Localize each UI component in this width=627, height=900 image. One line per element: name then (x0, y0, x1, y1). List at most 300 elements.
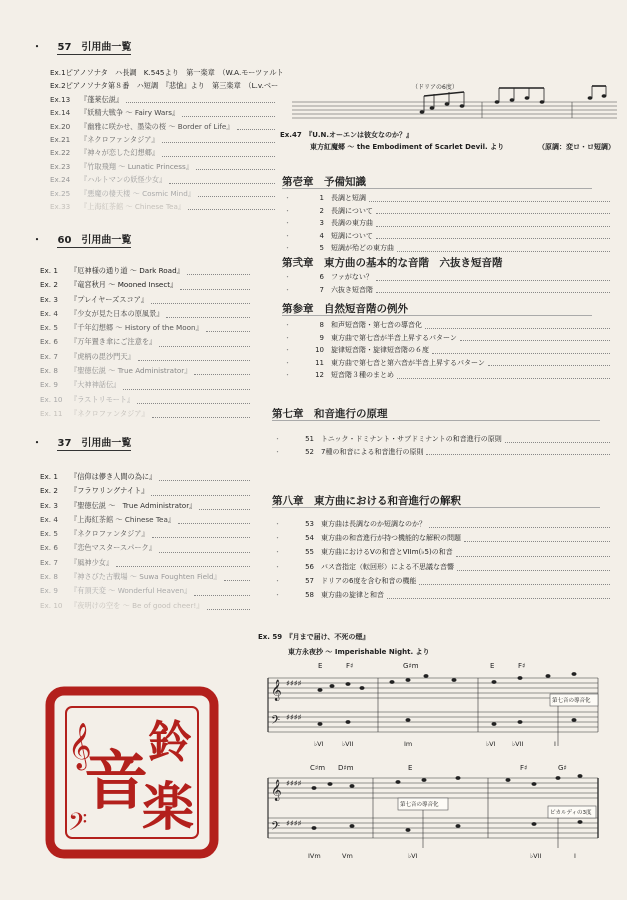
dot-leader (457, 560, 610, 571)
chapter-underline (282, 315, 592, 316)
chapter-1-title (282, 174, 366, 189)
bullet: ・ (274, 562, 281, 571)
toc-entry (284, 344, 610, 357)
example-number: Ex.2 (50, 81, 66, 91)
song-title: 『夜明けの空を ～ Be of good cheer!』 (70, 600, 204, 610)
dot-leader (464, 531, 610, 542)
bullet: ・ (284, 333, 291, 342)
ex59-score (258, 660, 610, 870)
dot-leader (397, 369, 610, 379)
song-list-item (40, 321, 250, 335)
bullet: ・ (284, 371, 291, 380)
example-number: Ex. 9 (40, 586, 58, 596)
section-number: 57 (305, 576, 314, 585)
section-60-heading (32, 231, 131, 246)
example-number: Ex. 3 (40, 294, 58, 304)
bullet: ・ (32, 42, 42, 53)
ex47-label: Ex.47 『U.N.オーエンは彼女なのか？』 (280, 131, 414, 139)
song-title: 『ハルトマンの妖怪少女』 (80, 175, 167, 185)
section-title: 37 引用曲一覧 (57, 438, 132, 449)
section-title: 短調について (331, 231, 373, 240)
toc-entry (284, 271, 610, 284)
dot-leader (199, 499, 250, 510)
svg-text:♯♯♯♯: ♯♯♯♯ (286, 819, 302, 828)
chord-symbol: F♯ (518, 662, 526, 670)
chapter-8-title (272, 493, 461, 508)
section-number: 8 (319, 321, 324, 329)
song-title: 『妖精大戦争 ～ Fairy Wars』 (80, 108, 180, 118)
dot-leader (159, 470, 250, 481)
dot-leader (376, 284, 610, 294)
dot-leader (180, 278, 250, 289)
dot-leader (116, 556, 250, 567)
roman-numeral: I (574, 852, 576, 860)
toc-entry (274, 560, 610, 574)
roman-numeral: Vm (342, 852, 353, 860)
section-number: 5 (319, 244, 324, 253)
bullet: ・ (274, 548, 281, 557)
dot-leader (188, 200, 275, 210)
section-number: 56 (305, 562, 314, 571)
section-title: バス音指定（転回形）による不思議な音響 (321, 562, 454, 571)
section-number: 51 (305, 435, 314, 443)
dot-leader (237, 120, 275, 130)
song-list-item (50, 200, 275, 213)
bullet: ・ (284, 194, 291, 202)
song-title: 『風神少女』 (70, 557, 114, 567)
ex47-credit: （原調：変ロ・ロ短調） (538, 143, 615, 151)
dot-leader (169, 173, 275, 183)
example-number: Ex.1 (50, 68, 66, 77)
section-number: 9 (319, 333, 324, 342)
chord-symbol: G♯ (558, 764, 567, 772)
song-title: 『千年幻想郷 ～ History of the Moon』 (70, 323, 203, 333)
bullet: ・ (32, 235, 42, 246)
song-list-item (40, 364, 250, 378)
section-number: 53 (305, 520, 314, 528)
bullet: ・ (284, 346, 291, 355)
toc-entry (284, 205, 610, 218)
bullet: ・ (284, 285, 291, 294)
section-title: 7種の和音による和音進行の原則 (321, 447, 424, 456)
bullet: ・ (274, 520, 281, 528)
bullet: ・ (274, 435, 281, 443)
section-title: 東方曲の和音進行が持つ機能的な解釈の問題 (321, 534, 461, 543)
annotation-leading-tone-1: 第七音の導音化 (552, 698, 591, 704)
svg-text:𝄢: 𝄢 (271, 714, 281, 730)
song-title: 『ラストリモート』 (70, 394, 135, 404)
ex47-source: 東方紅魔郷 ～ the Embodiment of Scarlet Devil. より (310, 143, 505, 151)
roman-numeral: ♭VI (486, 740, 496, 748)
toc-entry (274, 588, 610, 602)
dot-leader (126, 93, 275, 103)
example-number: Ex. 7 (40, 351, 58, 361)
bullet: ・ (32, 438, 42, 449)
dot-leader (426, 446, 610, 456)
section-number: 55 (305, 548, 314, 557)
bullet: ・ (284, 273, 291, 281)
dot-leader (194, 584, 250, 595)
dot-leader (376, 205, 610, 215)
section-title: 和声短音階・第七音の導音化 (331, 321, 422, 329)
toc-entry (284, 192, 610, 205)
chapter-7-title (272, 406, 388, 421)
song-list-item (40, 350, 250, 364)
annotation-leading-tone-2: 第七音の導音化 (400, 802, 439, 808)
roman-numeral: ♭VI (408, 852, 418, 860)
section-title: 東方曲は長調なのか短調なのか？ (321, 520, 426, 528)
song-title: 『恋色マスタースパーク』 (70, 543, 156, 553)
chord-symbol: G♯m (403, 662, 419, 670)
example-number: Ex.22 (50, 148, 71, 158)
toc-entry (284, 332, 610, 345)
dot-leader (206, 321, 250, 332)
toc-entry (274, 517, 610, 531)
song-title: 『プレイヤーズスコア』 (70, 294, 149, 304)
song-title: ピアノソナタ ハ長調 K.545より 第一楽章 （W.A.モーツァルト (65, 68, 284, 77)
toc-entry (284, 242, 610, 255)
quoted-songs-list-37 (40, 470, 250, 613)
dot-leader (456, 545, 610, 556)
song-list-item (40, 527, 250, 541)
song-list-item (50, 106, 275, 119)
song-title: 『万年置き傘にご注意を』 (70, 337, 157, 347)
song-title: 『少女が見た日本の原風景』 (70, 308, 164, 318)
section-number: 1 (319, 194, 324, 202)
song-title: 『上海紅茶館 ～ Chinese Tea』 (80, 202, 186, 212)
dot-leader (162, 133, 275, 143)
bullet: ・ (284, 321, 291, 329)
dot-leader (137, 393, 250, 404)
dot-leader (196, 160, 275, 170)
song-list-item (50, 120, 275, 133)
song-title: 『神々が恋した幻想郷』 (80, 148, 160, 158)
example-number: Ex.24 (50, 175, 71, 185)
bullet: ・ (274, 591, 281, 600)
example-number: Ex. 6 (40, 543, 58, 553)
svg-text:♯♯♯♯: ♯♯♯♯ (286, 713, 302, 722)
example-number: Ex. 8 (40, 366, 58, 376)
roman-numeral: ♭VII (342, 740, 354, 748)
roman-numeral: ♭VII (530, 852, 542, 860)
song-list-item (50, 173, 275, 186)
chapter-underline (282, 188, 592, 189)
dot-leader (376, 217, 610, 227)
example-number: Ex. 5 (40, 323, 58, 333)
song-title: 『ネクロファンタジア』 (70, 529, 149, 539)
section-title: 長調の東方曲 (331, 219, 373, 228)
bullet: ・ (284, 358, 291, 367)
example-number: Ex. 3 (40, 500, 58, 510)
song-title: 『信仰は儚き人間の為に』 (70, 472, 157, 481)
song-list-item (40, 513, 250, 527)
section-number: 6 (319, 273, 324, 281)
section-number: 12 (315, 371, 324, 380)
dot-leader (178, 513, 250, 524)
section-title: トニック・ドミナント・サブドミナントの和音進行の原則 (321, 435, 502, 443)
song-list-item (40, 307, 250, 321)
song-title: 『フラワリングナイト』 (70, 486, 149, 496)
quoted-songs-list-57 (50, 66, 284, 213)
chapter-3-toc (284, 319, 610, 382)
example-number: Ex. 1 (40, 472, 58, 481)
song-list-item (50, 66, 284, 79)
svg-text:♯♯♯♯: ♯♯♯♯ (286, 779, 302, 788)
quoted-songs-list-60 (40, 264, 250, 421)
svg-text:音: 音 (84, 744, 148, 819)
song-list-item (40, 335, 250, 349)
song-list-item (40, 278, 250, 292)
song-list-item (40, 378, 250, 392)
seal-logo (44, 685, 220, 860)
dot-leader (123, 378, 250, 389)
chapter-title-text: 第壱章 予備知識 (282, 176, 366, 188)
roman-numeral: I (554, 740, 556, 748)
toc-entry (284, 284, 610, 297)
section-title: 旋律短音階・旋律短音階の６度 (331, 346, 429, 355)
dot-leader (224, 570, 250, 581)
bullet: ・ (274, 447, 281, 456)
example-number: Ex. 4 (40, 308, 58, 318)
song-list-item (40, 393, 250, 407)
svg-text:𝄢: 𝄢 (271, 820, 281, 836)
section-title: 57 引用曲一覧 (57, 42, 132, 53)
song-list-item (40, 293, 250, 307)
ex47-score (272, 84, 617, 130)
chapter-2-title (282, 255, 503, 270)
section-title: ファがない？ (331, 273, 373, 281)
chord-symbol: E (318, 662, 323, 670)
section-number: 7 (319, 285, 324, 294)
section-number: 2 (319, 206, 324, 215)
section-title: 短調が殆どの東方曲 (331, 244, 394, 253)
toc-entry (274, 574, 610, 588)
bullet: ・ (274, 534, 281, 543)
svg-text:𝄞: 𝄞 (271, 780, 282, 801)
example-number: Ex.25 (50, 188, 71, 198)
svg-text:𝄢: 𝄢 (68, 808, 88, 843)
example-number: Ex. 2 (40, 280, 58, 290)
song-list-item (50, 93, 275, 106)
example-number: Ex. 8 (40, 572, 58, 582)
example-number: Ex. 2 (40, 486, 58, 496)
section-title: 東方曲で第七音と第六音が半音上昇するパターン (331, 358, 485, 367)
song-title: 『厄神様の通り道 ～ Dark Road』 (70, 266, 184, 275)
dorian-annotation: （ドリアの6度） (412, 84, 458, 91)
dot-leader (207, 599, 251, 610)
svg-text:楽: 楽 (142, 777, 195, 838)
song-list-item (40, 541, 250, 555)
svg-text:𝄞: 𝄞 (271, 680, 282, 701)
dot-leader (460, 332, 610, 342)
song-list-item (50, 187, 275, 200)
chapter-title-text: 第八章 東方曲における和音進行の解釈 (272, 495, 461, 507)
toc-entry (274, 433, 610, 446)
song-title: 『神さびた古戦場 ～ Suwa Foughten Field』 (70, 572, 221, 582)
song-title: 『大神神話伝』 (70, 380, 121, 390)
chapter-title-text: 第参章 自然短音階の例外 (282, 303, 408, 315)
dot-leader (138, 350, 250, 361)
example-number: Ex. 10 (40, 600, 63, 610)
song-list-item (40, 470, 250, 484)
ex59-source: 東方永夜抄 ～ Imperishable Night. より (288, 648, 430, 656)
toc-entry (274, 531, 610, 545)
chord-symbol: E (408, 764, 413, 772)
song-list-item (50, 133, 275, 146)
toc-entry (284, 369, 610, 382)
chapter-8-toc (274, 517, 610, 602)
dot-leader (505, 433, 610, 443)
dot-leader (187, 264, 250, 275)
song-title: 『ネクロファンタジア』 (80, 135, 159, 145)
toc-entry (274, 446, 610, 459)
chapter-7-toc (274, 433, 610, 458)
dot-leader (152, 407, 250, 418)
example-number: Ex. 11 (40, 408, 63, 418)
section-number: 58 (305, 591, 314, 600)
dot-leader (419, 574, 610, 585)
song-list-item (40, 584, 250, 598)
section-number: 4 (319, 231, 324, 240)
dot-leader (488, 357, 610, 367)
toc-entry (274, 545, 610, 559)
seal-graphic (44, 685, 220, 860)
bullet: ・ (284, 244, 291, 253)
song-list-item (40, 556, 250, 570)
song-title: 『幽雅に咲かせ、墨染の桜 ～ Border of Life』 (80, 121, 234, 131)
dot-leader (151, 293, 250, 304)
example-number: Ex. 7 (40, 557, 58, 567)
chord-symbol: F♯ (346, 662, 354, 670)
chapter-1-toc (284, 192, 610, 255)
svg-text:𝄞: 𝄞 (68, 723, 92, 769)
song-title: 『聖徳伝説 ～ True Administrator』 (70, 500, 197, 510)
bullet: ・ (274, 576, 281, 585)
dot-leader (162, 146, 275, 156)
section-title: 短音階３種のまとめ (331, 371, 394, 380)
chapter-underline (272, 420, 600, 421)
chapter-3-title (282, 301, 408, 316)
example-number: Ex. 9 (40, 380, 58, 390)
roman-numeral: IVm (308, 852, 321, 860)
example-number: Ex. 1 (40, 266, 58, 275)
section-title: ドリアの6度を含む和音の機能 (321, 576, 417, 585)
bullet: ・ (284, 231, 291, 240)
song-title: 『竹取飛翔 ～ Lunatic Princess』 (80, 161, 193, 171)
bullet: ・ (284, 219, 291, 228)
dot-leader (397, 242, 610, 252)
dot-leader (387, 588, 610, 599)
roman-numeral: Im (404, 740, 413, 748)
song-list-item (40, 599, 250, 613)
chapter-title-text: 第七章 和音進行の原理 (272, 408, 388, 420)
song-list-item (50, 79, 279, 92)
song-list-item (40, 264, 250, 278)
section-57-heading (32, 38, 131, 53)
roman-numeral: ♭VII (512, 740, 524, 748)
roman-numeral: ♭VI (314, 740, 324, 748)
chord-symbol: D♯m (338, 764, 354, 772)
song-title: 『ネクロファンタジア』 (70, 408, 149, 418)
chapter-title-text: 第弐章 東方曲の基本的な音階 六抜き短音階 (282, 257, 503, 269)
section-number: 3 (319, 219, 324, 228)
dot-leader (166, 307, 250, 318)
section-number: 10 (315, 346, 324, 355)
dot-leader (425, 319, 610, 329)
dot-leader (376, 271, 610, 281)
song-title: 『上海紅茶館 ～ Chinese Tea』 (70, 514, 176, 524)
svg-text:鈴: 鈴 (148, 717, 192, 768)
example-number: Ex. 6 (40, 337, 58, 347)
section-title: 東方曲の旋律と和音 (321, 591, 384, 600)
dot-leader (198, 187, 275, 197)
section-title: 東方曲におけるVの和音とVIIm(♭5)の和音 (321, 548, 453, 557)
example-number: Ex.14 (50, 108, 71, 118)
chapter-underline (272, 507, 600, 508)
section-title: 六抜き短音階 (331, 285, 373, 294)
chord-symbol: F♯ (520, 764, 528, 772)
section-title: 長調について (331, 206, 373, 215)
song-title: 『蓬莱伝説』 (80, 94, 124, 104)
svg-text:♯♯♯♯: ♯♯♯♯ (286, 679, 302, 688)
chord-symbol: E (490, 662, 495, 670)
section-title: 60 引用曲一覧 (57, 235, 132, 246)
song-title: 『聖徳伝説 ～ True Administrator』 (70, 366, 192, 376)
chord-symbol: C♯m (310, 764, 326, 772)
example-number: Ex. 4 (40, 514, 58, 524)
song-list-item (40, 484, 250, 498)
section-37-heading (32, 434, 131, 449)
dot-leader (369, 192, 610, 202)
song-list-item (40, 407, 250, 421)
dot-leader (194, 364, 250, 375)
song-title: 『有頂天変 ～ Wonderful Heaven』 (70, 586, 192, 596)
song-title: 『虎柄の毘沙門天』 (70, 351, 135, 361)
dot-leader (159, 335, 250, 346)
section-number: 52 (305, 447, 314, 456)
example-number: Ex.20 (50, 121, 71, 131)
song-title: 『竜宮秋月 ～ Mooned Insect』 (70, 280, 178, 290)
dot-leader (432, 344, 610, 354)
song-list-item (40, 570, 250, 584)
dot-leader (151, 484, 250, 495)
dot-leader (376, 230, 610, 240)
toc-entry (284, 357, 610, 370)
example-number: Ex.33 (50, 202, 71, 212)
section-number: 11 (315, 358, 324, 367)
staff-graphic (272, 84, 617, 130)
annotation-picardy-third: ピカルディの3度 (550, 810, 592, 816)
ex59-label: Ex. 59 『月まで届け、不死の煙』 (258, 633, 370, 641)
song-title: 『悪魔の棲天楼 ～ Cosmic Mind』 (80, 188, 195, 198)
song-list-item (50, 146, 275, 159)
toc-entry (284, 319, 610, 332)
song-list-item (40, 499, 250, 513)
example-number: Ex.23 (50, 161, 71, 171)
section-title: 長調と短調 (331, 194, 366, 202)
toc-entry (284, 230, 610, 243)
example-number: Ex. 5 (40, 529, 58, 539)
song-list-item (50, 160, 275, 173)
dot-leader (159, 541, 250, 552)
example-number: Ex. 10 (40, 394, 63, 404)
song-title: ピアノソナタ第８番 ハ短調 『悲愴』より 第三楽章 （L.v.ベー (65, 81, 279, 91)
example-number: Ex.13 (50, 94, 71, 104)
dot-leader (182, 106, 275, 116)
dot-leader (152, 527, 250, 538)
chapter-2-toc (284, 271, 610, 296)
section-number: 54 (305, 534, 314, 543)
